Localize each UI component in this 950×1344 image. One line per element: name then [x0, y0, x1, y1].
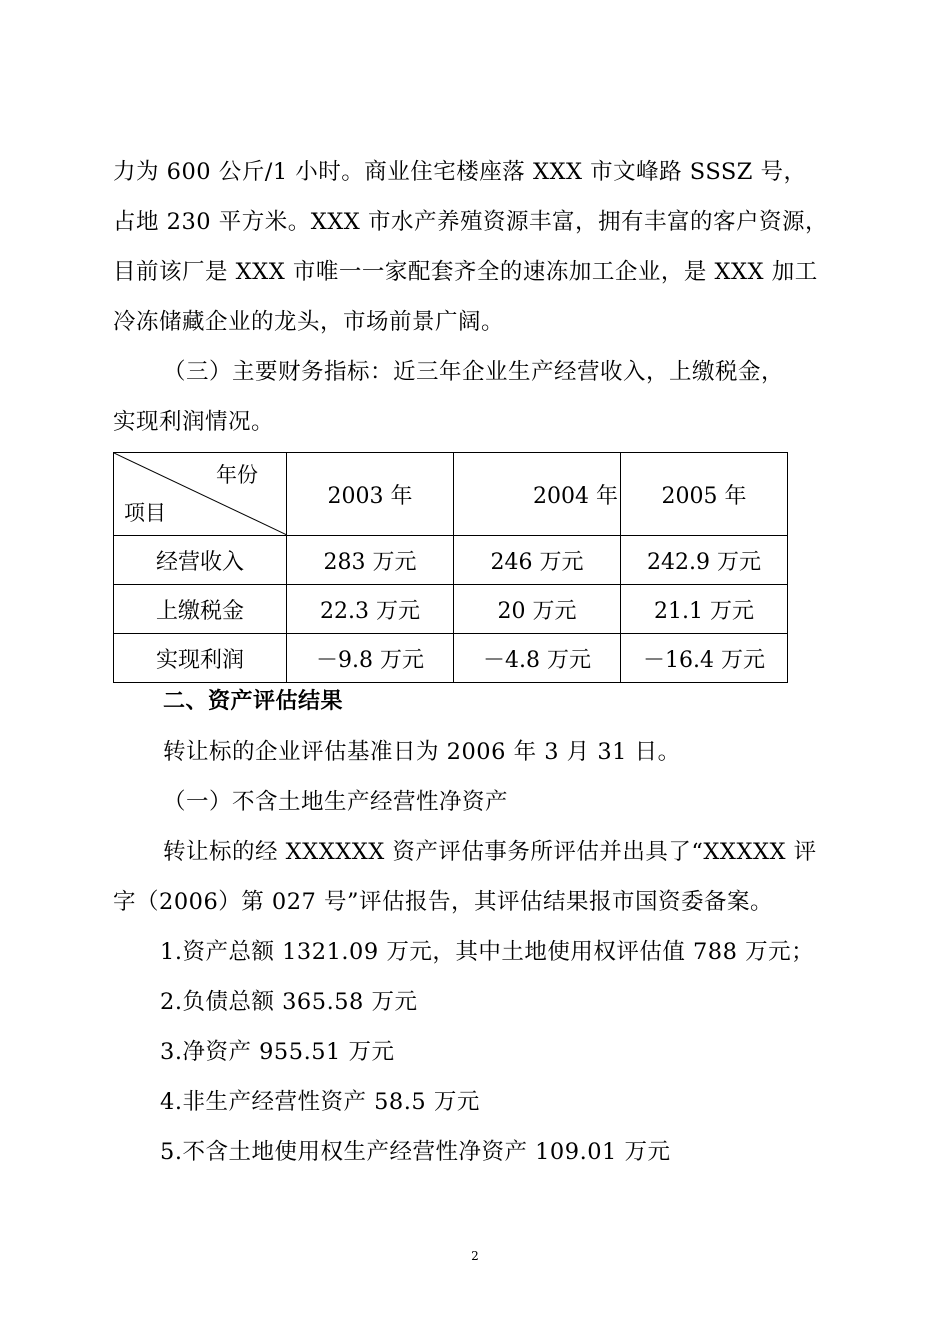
result-item: 5.不含土地使用权生产经营性净资产 109.01 万元	[160, 1139, 671, 1165]
year-header: 2005 年	[621, 453, 788, 536]
result-item: 3.净资产 955.51 万元	[160, 1039, 395, 1065]
table-row	[114, 585, 788, 634]
section-heading: 二、资产评估结果	[163, 689, 344, 714]
result-item: 2.负债总额 365.58 万元	[160, 989, 418, 1015]
row-label: 经营收入	[114, 536, 287, 585]
financial-indicators-intro: （三）主要财务指标：近三年企业生产经营收入，上缴税金，	[163, 359, 785, 385]
year-header: 2003 年	[287, 453, 454, 536]
subsection-heading: （一）不含土地生产经营性净资产	[163, 789, 509, 815]
table-cell: －4.8 万元	[454, 634, 621, 683]
table-cell: 242.9 万元	[621, 536, 788, 585]
paragraph-line: 力为 600 公斤/1 小时。商业住宅楼座落 XXX 市文峰路 SSSZ 号，	[113, 159, 807, 185]
paragraph-line: 占地 230 平方米。XXX 市水产养殖资源丰富，拥有丰富的客户资源，	[113, 209, 828, 235]
table-cell: －16.4 万元	[621, 634, 788, 683]
paragraph-line: 目前该厂是 XXX 市唯一一家配套齐全的速冻加工企业，是 XXX 加工	[113, 259, 818, 285]
result-item: 1.资产总额 1321.09 万元，其中土地使用权评估值 788 万元；	[160, 939, 815, 965]
page-number: 2	[471, 1249, 479, 1263]
financial-indicators-table	[113, 452, 788, 683]
table-cell: －9.8 万元	[287, 634, 454, 683]
table-cell: 283 万元	[287, 536, 454, 585]
table-corner-cell	[114, 453, 287, 536]
row-label: 上缴税金	[114, 585, 287, 634]
paragraph-line: 字（2006）第 027 号”评估报告，其评估结果报市国资委备案。	[113, 889, 774, 915]
paragraph-line: 冷冻储藏企业的龙头，市场前景广阔。	[113, 309, 505, 335]
table-cell: 21.1 万元	[621, 585, 788, 634]
row-label: 实现利润	[114, 634, 287, 683]
base-date-line: 转让标的企业评估基准日为 2006 年 3 月 31 日。	[163, 739, 681, 765]
table-cell: 246 万元	[454, 536, 621, 585]
table-cell: 22.3 万元	[287, 585, 454, 634]
paragraph-line: 转让标的经 XXXXXX 资产评估事务所评估并出具了“XXXXX 评	[163, 839, 817, 865]
table-header-row	[114, 453, 788, 536]
table-row	[114, 634, 788, 683]
corner-item-label: 项目	[124, 501, 166, 525]
table-row	[114, 536, 788, 585]
result-item: 4.非生产经营性资产 58.5 万元	[160, 1089, 480, 1115]
table-cell: 20 万元	[454, 585, 621, 634]
year-header: 2004 年	[454, 453, 621, 536]
corner-year-label: 年份	[216, 463, 258, 487]
paragraph-line: 实现利润情况。	[113, 409, 275, 435]
